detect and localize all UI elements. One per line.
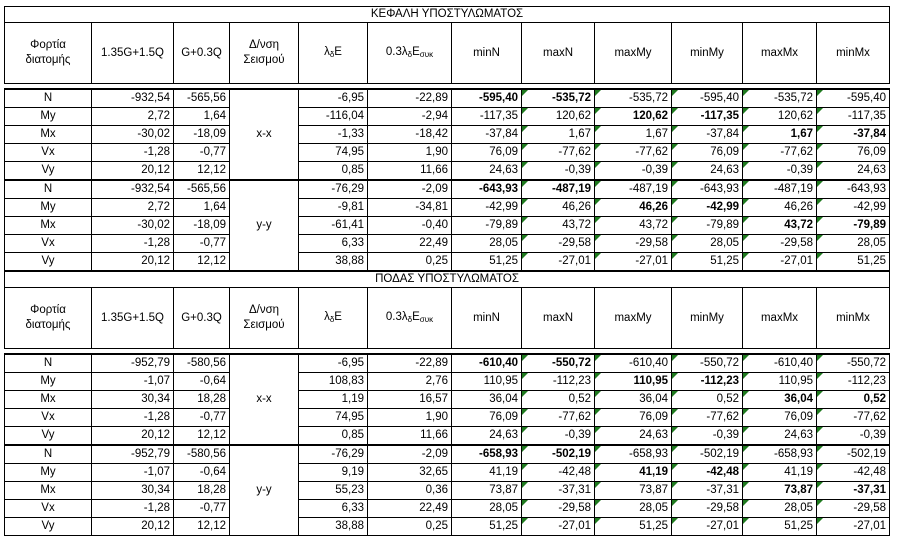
cell-minMx: -37,31: [817, 482, 890, 500]
cell-maxMx: 28,05: [743, 500, 817, 518]
group-head-xx: [5, 89, 890, 180]
cell-combo1: -30,02: [92, 126, 174, 144]
cell-maxMx: 46,26: [743, 199, 817, 217]
cell-maxMy: -535,72: [595, 89, 672, 108]
cell-seisE: 0,85: [299, 162, 368, 181]
cell-maxN: -77,62: [522, 144, 595, 162]
cell-minMx: -29,58: [817, 500, 890, 518]
cell-seisE: 1,19: [299, 391, 368, 409]
cell-combo1: -1,07: [92, 464, 174, 482]
cell-maxN: -42,48: [522, 464, 595, 482]
cell-seisComb: -22,89: [368, 89, 452, 108]
row-label: Vx: [5, 144, 92, 162]
header-row: [5, 23, 890, 84]
section-title: ΚΕΦΑΛΗ ΥΠΟΣΤΥΛΩΜΑΤΟΣ: [5, 7, 890, 23]
cell-maxMx: -27,01: [743, 253, 817, 272]
cell-minMy: 51,25: [672, 253, 743, 272]
cell-maxMy: 24,63: [595, 427, 672, 446]
cell-minMy: -0,39: [672, 427, 743, 446]
row-label: N: [5, 354, 92, 373]
cell-minN: 24,63: [452, 427, 522, 446]
cell-minMy: -643,93: [672, 180, 743, 199]
cell-maxN: -0,39: [522, 162, 595, 181]
cell-combo2: -18,09: [174, 217, 230, 235]
cell-minMy: -42,99: [672, 199, 743, 217]
cell-minMx: 0,52: [817, 391, 890, 409]
cell-seisComb: 0,36: [368, 482, 452, 500]
cell-maxMy: -77,62: [595, 144, 672, 162]
cell-minMx: -42,99: [817, 199, 890, 217]
cell-maxMx: -29,58: [743, 235, 817, 253]
cell-seisE: -76,29: [299, 445, 368, 464]
cell-seisComb: 0,25: [368, 253, 452, 272]
section-title: ΠΟΔΑΣ ΥΠΟΣΤΥΛΩΜΑΤΟΣ: [5, 271, 890, 288]
cell-maxMy: 76,09: [595, 409, 672, 427]
direction-cell: x-x: [230, 354, 299, 445]
cell-minN: 73,87: [452, 482, 522, 500]
cell-combo2: 18,28: [174, 482, 230, 500]
table-row: [5, 464, 890, 482]
cell-minMy: -37,31: [672, 482, 743, 500]
row-label: Mx: [5, 391, 92, 409]
cell-minN: 51,25: [452, 518, 522, 536]
col-header-maxN: maxN: [522, 288, 595, 349]
cell-combo1: 20,12: [92, 518, 174, 536]
cell-maxMy: -0,39: [595, 162, 672, 181]
col-header-maxMx: maxMx: [743, 288, 817, 349]
cell-minMx: -643,93: [817, 180, 890, 199]
cell-minMx: -77,62: [817, 409, 890, 427]
cell-combo2: 12,12: [174, 162, 230, 181]
cell-maxN: 46,26: [522, 199, 595, 217]
cell-seisE: -1,33: [299, 126, 368, 144]
cell-combo2: 12,12: [174, 253, 230, 272]
row-label: Vy: [5, 162, 92, 181]
cell-seisE: 6,33: [299, 500, 368, 518]
cell-combo2: -0,77: [174, 409, 230, 427]
cell-combo2: -580,56: [174, 354, 230, 373]
table-row: [5, 162, 890, 181]
cell-minMy: -37,84: [672, 126, 743, 144]
cell-maxN: -37,31: [522, 482, 595, 500]
table-row: [5, 391, 890, 409]
cell-seisE: 38,88: [299, 518, 368, 536]
cell-minMy: 76,09: [672, 144, 743, 162]
cell-minN: -117,35: [452, 108, 522, 126]
cell-minMx: -27,01: [817, 518, 890, 536]
col-header-loads: Φορτία διατομής: [5, 288, 92, 349]
group-foot-yy: [5, 445, 890, 536]
cell-minMy: -42,48: [672, 464, 743, 482]
col-header-minMy: minMy: [672, 23, 743, 84]
cell-seisE: 108,83: [299, 373, 368, 391]
cell-maxMy: 110,95: [595, 373, 672, 391]
cell-seisComb: -2,94: [368, 108, 452, 126]
cell-combo2: 18,28: [174, 391, 230, 409]
cell-minMx: -550,72: [817, 354, 890, 373]
cell-minN: -610,40: [452, 354, 522, 373]
direction-cell: y-y: [230, 180, 299, 271]
cell-minMy: -79,89: [672, 217, 743, 235]
cell-minMx: -79,89: [817, 217, 890, 235]
cell-seisComb: -34,81: [368, 199, 452, 217]
cell-maxMy: 73,87: [595, 482, 672, 500]
cell-seisComb: -22,89: [368, 354, 452, 373]
cell-minMy: -29,58: [672, 500, 743, 518]
col-header-combo-seismic: G+0.3Q: [174, 23, 230, 84]
col-header-maxMy: maxMy: [595, 288, 672, 349]
cell-combo1: -952,79: [92, 445, 174, 464]
cell-seisE: -61,41: [299, 217, 368, 235]
cell-minN: -658,93: [452, 445, 522, 464]
col-header-combo-uls: 1.35G+1.5Q: [92, 288, 174, 349]
row-label: My: [5, 199, 92, 217]
cell-combo1: -1,28: [92, 144, 174, 162]
cell-seisE: -116,04: [299, 108, 368, 126]
cell-seisComb: 11,66: [368, 427, 452, 446]
cell-maxN: 0,52: [522, 391, 595, 409]
cell-seisE: 0,85: [299, 427, 368, 446]
cell-minMy: 0,52: [672, 391, 743, 409]
row-label: N: [5, 89, 92, 108]
row-label: N: [5, 180, 92, 199]
cell-maxMy: 120,62: [595, 108, 672, 126]
col-header-seismic-comb: $0.3\lambda_\delta E_{\sigma\upsilon\kappa}$: [368, 23, 452, 84]
cell-seisComb: 32,65: [368, 464, 452, 482]
cell-seisE: 74,95: [299, 144, 368, 162]
cell-maxMx: -610,40: [743, 354, 817, 373]
cell-seisE: -6,95: [299, 354, 368, 373]
cell-maxMx: 1,67: [743, 126, 817, 144]
table-row: [5, 445, 890, 464]
cell-seisComb: -18,42: [368, 126, 452, 144]
cell-minMy: 24,63: [672, 162, 743, 181]
cell-combo2: -0,64: [174, 373, 230, 391]
cell-maxMy: -29,58: [595, 235, 672, 253]
cell-combo2: -0,77: [174, 235, 230, 253]
cell-combo2: 12,12: [174, 518, 230, 536]
cell-maxMx: 43,72: [743, 217, 817, 235]
row-label: Vy: [5, 518, 92, 536]
cell-combo1: -952,79: [92, 354, 174, 373]
cell-maxMx: 120,62: [743, 108, 817, 126]
group-foot-xx: [5, 354, 890, 445]
cell-maxMx: 110,95: [743, 373, 817, 391]
cell-minMx: -0,39: [817, 427, 890, 446]
cell-minMx: 28,05: [817, 235, 890, 253]
cell-minN: 110,95: [452, 373, 522, 391]
row-label: Mx: [5, 217, 92, 235]
cell-minMx: -42,48: [817, 464, 890, 482]
cell-combo2: 12,12: [174, 427, 230, 446]
table-row: [5, 199, 890, 217]
row-label: Vy: [5, 253, 92, 272]
cell-combo2: -565,56: [174, 180, 230, 199]
row-label: My: [5, 108, 92, 126]
cell-seisE: 9,19: [299, 464, 368, 482]
col-header-maxMy: maxMy: [595, 23, 672, 84]
cell-seisComb: -2,09: [368, 445, 452, 464]
cell-maxMy: 36,04: [595, 391, 672, 409]
cell-maxMy: 1,67: [595, 126, 672, 144]
cell-seisE: -9,81: [299, 199, 368, 217]
cell-maxMy: 41,19: [595, 464, 672, 482]
cell-maxMx: -0,39: [743, 162, 817, 181]
cell-combo1: 30,34: [92, 482, 174, 500]
row-label: My: [5, 464, 92, 482]
cell-combo2: -18,09: [174, 126, 230, 144]
direction-cell: y-y: [230, 445, 299, 536]
table-row: [5, 180, 890, 199]
cell-combo1: -1,28: [92, 409, 174, 427]
cell-combo1: 20,12: [92, 253, 174, 272]
cell-minN: 76,09: [452, 409, 522, 427]
cell-maxMx: 73,87: [743, 482, 817, 500]
cell-maxMy: -487,19: [595, 180, 672, 199]
cell-maxMy: -27,01: [595, 253, 672, 272]
cell-minN: 24,63: [452, 162, 522, 181]
cell-minMx: -112,23: [817, 373, 890, 391]
cell-maxN: -0,39: [522, 427, 595, 446]
row-label: My: [5, 373, 92, 391]
cell-combo1: -932,54: [92, 180, 174, 199]
col-header-loads: Φορτία διατομής: [5, 23, 92, 84]
col-header-minN: minN: [452, 288, 522, 349]
cell-minMy: -595,40: [672, 89, 743, 108]
table-row: [5, 89, 890, 108]
cell-combo1: -30,02: [92, 217, 174, 235]
cell-seisComb: 22,49: [368, 235, 452, 253]
table-row: [5, 500, 890, 518]
cell-minMy: 28,05: [672, 235, 743, 253]
cell-maxN: -535,72: [522, 89, 595, 108]
section-foot: [5, 271, 890, 354]
col-header-combo-seismic: G+0.3Q: [174, 288, 230, 349]
cell-minMx: -37,84: [817, 126, 890, 144]
col-header-seismic-e: $\lambda_\delta E$: [299, 23, 368, 84]
cell-minN: -595,40: [452, 89, 522, 108]
cell-maxN: -112,23: [522, 373, 595, 391]
cell-seisComb: 16,57: [368, 391, 452, 409]
cell-minN: -42,99: [452, 199, 522, 217]
cell-minN: 28,05: [452, 235, 522, 253]
cell-seisComb: 2,76: [368, 373, 452, 391]
cell-combo1: -1,07: [92, 373, 174, 391]
section-head: [5, 7, 890, 90]
cell-minMy: -117,35: [672, 108, 743, 126]
cell-maxMy: -658,93: [595, 445, 672, 464]
col-header-direction: Δ/νση Σεισμού: [230, 23, 299, 84]
table-row: [5, 427, 890, 446]
cell-seisComb: 1,90: [368, 409, 452, 427]
cell-maxMy: 51,25: [595, 518, 672, 536]
cell-maxN: -502,19: [522, 445, 595, 464]
cell-maxMx: -535,72: [743, 89, 817, 108]
group-head-yy: [5, 180, 890, 271]
cell-combo1: 30,34: [92, 391, 174, 409]
cell-minMy: -112,23: [672, 373, 743, 391]
table-row: [5, 373, 890, 391]
cell-seisComb: -2,09: [368, 180, 452, 199]
cell-seisE: 74,95: [299, 409, 368, 427]
cell-seisE: 38,88: [299, 253, 368, 272]
cell-maxN: -29,58: [522, 500, 595, 518]
cell-maxN: -550,72: [522, 354, 595, 373]
cell-maxMx: 76,09: [743, 409, 817, 427]
row-label: Vx: [5, 235, 92, 253]
col-header-combo-uls: 1.35G+1.5Q: [92, 23, 174, 84]
cell-maxMx: -658,93: [743, 445, 817, 464]
cell-maxN: 120,62: [522, 108, 595, 126]
col-header-minN: minN: [452, 23, 522, 84]
row-label: Vx: [5, 409, 92, 427]
cell-maxN: -27,01: [522, 518, 595, 536]
cell-maxN: -77,62: [522, 409, 595, 427]
cell-maxN: -27,01: [522, 253, 595, 272]
cell-minMy: -550,72: [672, 354, 743, 373]
cell-seisE: -6,95: [299, 89, 368, 108]
table-row: [5, 409, 890, 427]
cell-maxMy: 43,72: [595, 217, 672, 235]
cell-maxMx: 51,25: [743, 518, 817, 536]
cell-seisComb: 0,25: [368, 518, 452, 536]
row-label: Vy: [5, 427, 92, 446]
cell-minMy: -27,01: [672, 518, 743, 536]
cell-combo2: -580,56: [174, 445, 230, 464]
table-row: [5, 253, 890, 272]
cell-combo1: 20,12: [92, 162, 174, 181]
cell-combo2: -0,64: [174, 464, 230, 482]
table-row: [5, 144, 890, 162]
cell-combo2: -565,56: [174, 89, 230, 108]
cell-combo1: 20,12: [92, 427, 174, 446]
cell-minN: 51,25: [452, 253, 522, 272]
table-row: [5, 482, 890, 500]
cell-maxMx: 24,63: [743, 427, 817, 446]
cell-maxMy: 28,05: [595, 500, 672, 518]
cell-minN: -37,84: [452, 126, 522, 144]
header-row: [5, 288, 890, 349]
cell-minN: 41,19: [452, 464, 522, 482]
cell-maxMy: 46,26: [595, 199, 672, 217]
cell-combo2: -0,77: [174, 500, 230, 518]
cell-combo1: 2,72: [92, 108, 174, 126]
cell-seisE: 55,23: [299, 482, 368, 500]
cell-combo2: 1,64: [174, 108, 230, 126]
cell-combo1: -932,54: [92, 89, 174, 108]
cell-maxMx: 41,19: [743, 464, 817, 482]
cell-minN: 36,04: [452, 391, 522, 409]
row-label: Vx: [5, 500, 92, 518]
cell-minN: -79,89: [452, 217, 522, 235]
col-header-direction: Δ/νση Σεισμού: [230, 288, 299, 349]
cell-seisComb: 1,90: [368, 144, 452, 162]
cell-maxN: 43,72: [522, 217, 595, 235]
table-row: [5, 108, 890, 126]
cell-minMx: -595,40: [817, 89, 890, 108]
col-header-minMx: minMx: [817, 288, 890, 349]
forces-table: [4, 6, 890, 536]
row-label: Mx: [5, 482, 92, 500]
cell-combo2: -0,77: [174, 144, 230, 162]
row-label: N: [5, 445, 92, 464]
cell-seisComb: 11,66: [368, 162, 452, 181]
col-header-maxN: maxN: [522, 23, 595, 84]
cell-seisComb: 22,49: [368, 500, 452, 518]
cell-seisComb: -0,40: [368, 217, 452, 235]
cell-minN: 28,05: [452, 500, 522, 518]
cell-seisE: 6,33: [299, 235, 368, 253]
cell-minN: -643,93: [452, 180, 522, 199]
cell-minMy: -502,19: [672, 445, 743, 464]
cell-seisE: -76,29: [299, 180, 368, 199]
cell-maxMx: 36,04: [743, 391, 817, 409]
col-header-minMy: minMy: [672, 288, 743, 349]
cell-minMx: 51,25: [817, 253, 890, 272]
col-header-maxMx: maxMx: [743, 23, 817, 84]
table-row: [5, 217, 890, 235]
col-header-seismic-comb: $0.3\lambda_\delta E_{\sigma\upsilon\kappa}$: [368, 288, 452, 349]
table-row: [5, 126, 890, 144]
direction-cell: x-x: [230, 89, 299, 180]
cell-maxN: -487,19: [522, 180, 595, 199]
cell-minMx: -502,19: [817, 445, 890, 464]
table-row: [5, 235, 890, 253]
row-label: Mx: [5, 126, 92, 144]
cell-maxMx: -487,19: [743, 180, 817, 199]
cell-minN: 76,09: [452, 144, 522, 162]
cell-combo1: -1,28: [92, 235, 174, 253]
cell-minMx: 24,63: [817, 162, 890, 181]
table-row: [5, 354, 890, 373]
cell-maxN: -29,58: [522, 235, 595, 253]
cell-minMx: 76,09: [817, 144, 890, 162]
col-header-minMx: minMx: [817, 23, 890, 84]
cell-combo1: -1,28: [92, 500, 174, 518]
table-row: [5, 518, 890, 536]
cell-minMx: -117,35: [817, 108, 890, 126]
cell-combo1: 2,72: [92, 199, 174, 217]
col-header-seismic-e: $\lambda_\delta E$: [299, 288, 368, 349]
cell-maxN: 1,67: [522, 126, 595, 144]
cell-maxMy: -610,40: [595, 354, 672, 373]
cell-maxMx: -77,62: [743, 144, 817, 162]
cell-minMy: -77,62: [672, 409, 743, 427]
cell-combo2: 1,64: [174, 199, 230, 217]
